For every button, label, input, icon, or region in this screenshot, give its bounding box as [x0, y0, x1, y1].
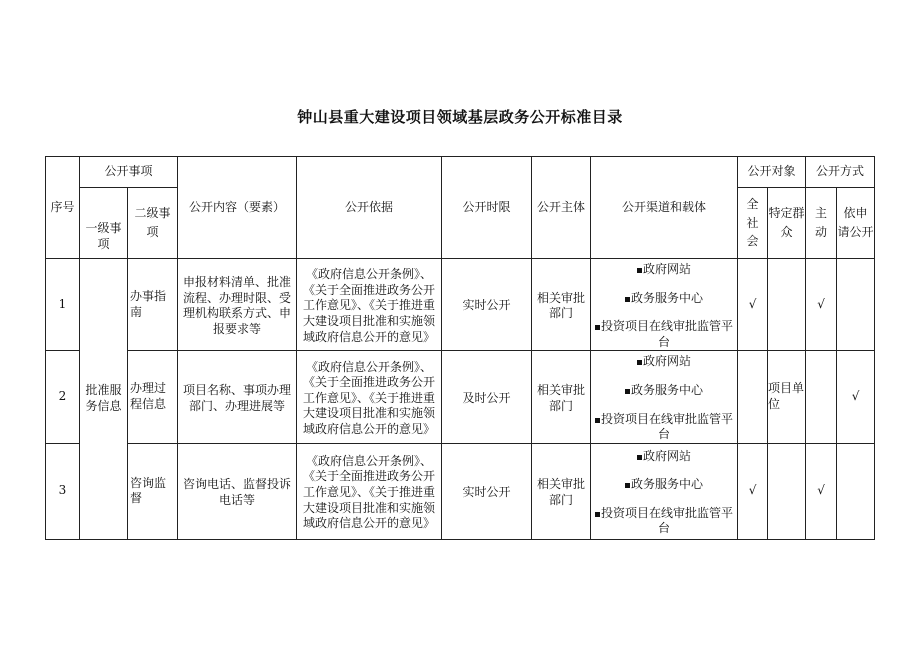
table-row: [46, 259, 875, 351]
channel-item: 政府网站: [593, 449, 735, 465]
active-mark: [806, 351, 837, 443]
on-request-mark: [837, 259, 875, 351]
channel-item: 政务服务中心: [593, 291, 735, 307]
channel-item: 政务服务中心: [593, 477, 735, 493]
content-cell: 申报材料清单、批准流程、办理时限、受理机构联系方式、申报要求等: [178, 259, 297, 351]
header-target-all: 全 社 会: [738, 188, 768, 259]
on-request-mark: [837, 443, 875, 539]
catalog-table: [45, 156, 875, 540]
subject-cell: 相关审批部门: [532, 259, 591, 351]
content-cell: 咨询电话、监督投诉电话等: [178, 443, 297, 539]
table-row: [46, 351, 875, 443]
header-subject: 公开主体: [532, 157, 591, 259]
document-title: 钟山县重大建设项目领域基层政务公开标准目录: [297, 108, 623, 126]
specific-group-cell: [768, 259, 806, 351]
header-serial: 序号: [46, 157, 80, 259]
all-society-mark: [738, 351, 768, 443]
level2-item: 办理过程信息: [128, 351, 178, 443]
header-level1: 一级事项: [80, 188, 128, 259]
channel-cell: [591, 351, 738, 443]
channel-item: 政府网站: [593, 262, 735, 278]
basis-cell: 《政府信息公开条例》、《关于全面推进政务公开工作意见》、《关于推进重大建设项目批准和实施领域政府信息公开的意见》: [297, 259, 442, 351]
header-basis: 公开依据: [297, 157, 442, 259]
channel-item: 投资项目在线审批监管平台: [593, 319, 735, 350]
on-request-mark: √: [837, 351, 875, 443]
table-row: [46, 443, 875, 539]
channel-item: 政府网站: [593, 354, 735, 370]
level2-item: 咨询监督: [128, 443, 178, 539]
header-row-1: [46, 157, 875, 188]
header-target-specific: 特定群 众: [768, 188, 806, 259]
time-limit-cell: 实时公开: [442, 259, 532, 351]
time-limit-cell: 实时公开: [442, 443, 532, 539]
header-level2: 二级事 项: [128, 188, 178, 259]
channel-cell: [591, 259, 738, 351]
row-number: 2: [46, 351, 80, 443]
time-limit-cell: 及时公开: [442, 351, 532, 443]
channel-item: 投资项目在线审批监管平台: [593, 506, 735, 537]
header-method-active: 主 动: [806, 188, 837, 259]
specific-group-cell: 项目单位: [768, 351, 806, 443]
channel-item: 投资项目在线审批监管平台: [593, 412, 735, 443]
subject-cell: 相关审批部门: [532, 351, 591, 443]
level1-item: 批准服务信息: [80, 259, 128, 540]
header-method: 公开方式: [806, 157, 875, 188]
header-method-request: 依申 请公开: [837, 188, 875, 259]
header-content: 公开内容（要素）: [178, 157, 297, 259]
header-channel: 公开渠道和载体: [591, 157, 738, 259]
specific-group-cell: [768, 443, 806, 539]
active-mark: √: [806, 259, 837, 351]
basis-cell: 《政府信息公开条例》、《关于全面推进政务公开工作意见》、《关于推进重大建设项目批准和实施领域政府信息公开的意见》: [297, 443, 442, 539]
row-number: 1: [46, 259, 80, 351]
header-public-items: 公开事项: [80, 157, 178, 188]
header-target: 公开对象: [738, 157, 806, 188]
all-society-mark: √: [738, 259, 768, 351]
active-mark: √: [806, 443, 837, 539]
content-cell: 项目名称、事项办理部门、办理进展等: [178, 351, 297, 443]
row-number: 3: [46, 443, 80, 539]
subject-cell: 相关审批部门: [532, 443, 591, 539]
header-time-limit: 公开时限: [442, 157, 532, 259]
channel-cell: [591, 443, 738, 539]
all-society-mark: √: [738, 443, 768, 539]
level2-item: 办事指南: [128, 259, 178, 351]
channel-item: 政务服务中心: [593, 383, 735, 399]
basis-cell: 《政府信息公开条例》、《关于全面推进政务公开工作意见》、《关于推进重大建设项目批准和实施领域政府信息公开的意见》: [297, 351, 442, 443]
